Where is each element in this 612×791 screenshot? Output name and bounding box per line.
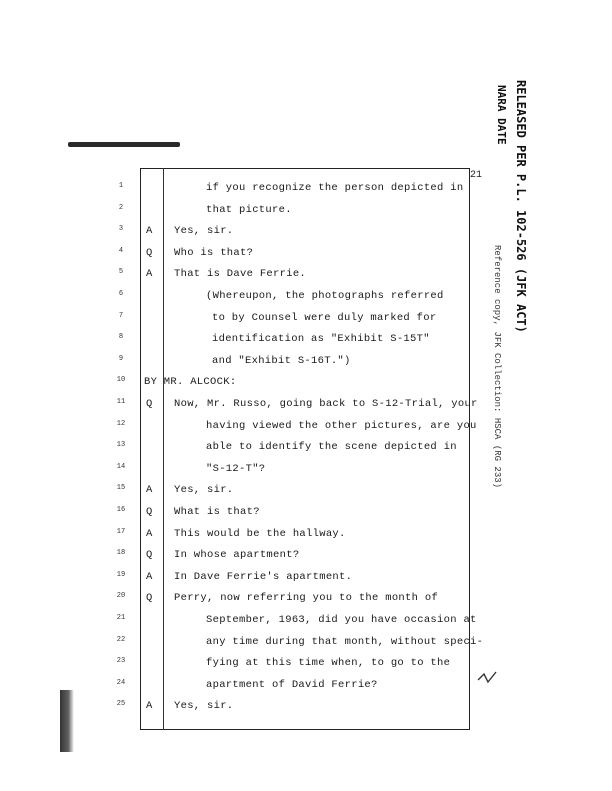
speaker-label: A	[146, 527, 153, 540]
transcript-line-text: and "Exhibit S-16T.")	[212, 354, 351, 367]
reference-note	[490, 245, 502, 645]
transcript-line-text: able to identify the scene depicted in	[206, 441, 457, 454]
speaker-label: A	[146, 268, 153, 281]
transcript-line-text: Now, Mr. Russo, going back to S-12-Trial, your	[174, 398, 478, 410]
transcript-line-text: Yes, sir.	[174, 484, 234, 497]
line-number: 22	[116, 635, 126, 644]
speaker-margin-rule	[163, 168, 164, 730]
line-number: 16	[116, 506, 126, 514]
scan-edge-shadow	[60, 690, 74, 752]
transcript-line-text: Yes, sir.	[174, 225, 234, 238]
transcript-line-text: BY MR. ALCOCK:	[144, 376, 237, 389]
transcript-line-text: to by Counsel were duly marked for	[212, 311, 437, 324]
line-number: 11	[116, 398, 126, 406]
transcript-line-text: apartment of David Ferrie?	[206, 678, 378, 691]
line-number: 8	[118, 333, 124, 342]
line-number: 23	[116, 657, 126, 666]
speaker-label: A	[146, 484, 153, 497]
reference-note-text: Reference copy, JFK Collection: HSCA (RG 233)	[492, 245, 502, 489]
line-number: 10	[116, 376, 126, 385]
line-number: 18	[116, 549, 126, 558]
line-number: 13	[116, 441, 126, 450]
line-number: 12	[116, 419, 126, 428]
transcript-line-text: What is that?	[174, 506, 260, 518]
binder-bar	[68, 142, 180, 147]
line-number: 1	[118, 182, 124, 190]
transcript-line-text: This would be the hallway.	[174, 527, 346, 540]
line-number: 7	[118, 311, 124, 320]
line-number: 21	[116, 614, 126, 622]
speaker-label: Q	[146, 549, 153, 562]
transcript-line-text: Perry, now referring you to the month of	[174, 592, 439, 605]
line-number: 2	[118, 203, 124, 212]
line-number: 15	[116, 484, 126, 493]
page-number: 21	[470, 170, 483, 181]
transcript-line-text: In whose apartment?	[174, 549, 300, 562]
line-number: 6	[118, 290, 124, 298]
transcript-line-text: Who is that?	[174, 246, 254, 259]
transcript-line-text: that picture.	[206, 203, 292, 216]
transcript-line-text: having viewed the other pictures, are you	[206, 419, 477, 432]
transcript-line-text: (Whereupon, the photographs referred	[206, 290, 444, 302]
release-stamp-line-2: NARA DATE	[495, 85, 508, 145]
line-number: 20	[116, 592, 126, 601]
transcript-line-text: fying at this time when, to go to the	[206, 657, 451, 670]
transcript-line-text: That is Dave Ferrie.	[174, 268, 307, 281]
transcript-line-text: September, 1963, did you have occasion at	[206, 614, 477, 626]
line-number: 3	[118, 225, 124, 234]
line-number: 24	[116, 678, 126, 687]
transcript-line-text: if you recognize the person depicted in	[206, 182, 464, 194]
line-number: 25	[116, 700, 126, 709]
transcript-line-text: Yes, sir.	[174, 700, 234, 713]
transcript-line-text: "S-12-T"?	[206, 462, 266, 475]
speaker-label: Q	[146, 246, 153, 259]
line-number: 9	[118, 354, 124, 363]
line-number: 5	[118, 268, 124, 277]
line-number: 17	[116, 527, 126, 536]
speaker-label: Q	[146, 592, 153, 605]
transcript-line-text: any time during that month, without speci-	[206, 635, 484, 648]
handwritten-mark-icon	[476, 668, 500, 688]
speaker-label: A	[146, 700, 153, 713]
speaker-label: A	[146, 225, 153, 238]
transcript-line-text: In Dave Ferrie's apartment.	[174, 570, 353, 583]
line-number: 14	[116, 462, 126, 471]
release-stamp-line-1: RELEASED PER P.L. 102-526 (JFK ACT)	[514, 80, 528, 333]
transcript-line-text: identification as "Exhibit S-15T"	[212, 333, 430, 346]
speaker-label: Q	[146, 506, 153, 518]
line-number: 19	[116, 570, 126, 579]
line-number: 4	[118, 246, 124, 255]
speaker-label: Q	[146, 398, 153, 410]
speaker-label: A	[146, 570, 153, 583]
